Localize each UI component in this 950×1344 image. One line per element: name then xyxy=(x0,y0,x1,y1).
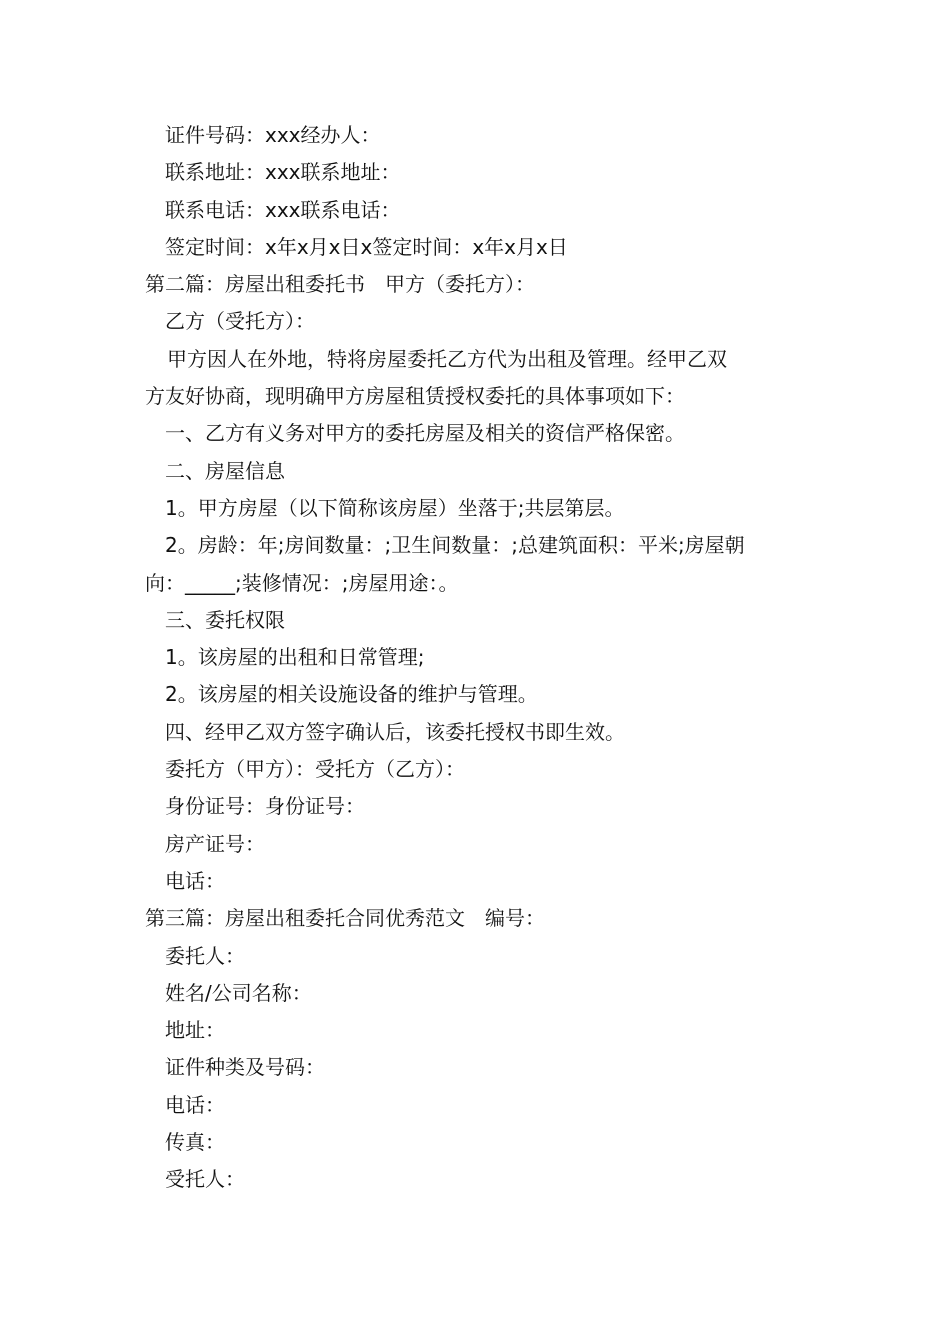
section-heading-3: 第三篇：房屋出租委托合同优秀范文 编号： xyxy=(145,906,545,931)
document-body xyxy=(145,117,810,1199)
paragraph-line: 甲方因人在外地，特将房屋委托乙方代为出租及管理。经甲乙双 xyxy=(167,346,727,371)
text-segment: 向： xyxy=(145,570,185,595)
text-line: 证件号码：xxx经办人： xyxy=(165,123,381,147)
paragraph-line: 方友好协商，现明确甲方房屋租赁授权委托的具体事项如下： xyxy=(145,384,685,409)
text-line: 地址： xyxy=(165,1018,225,1043)
text-line: 2。房龄：年;房间数量：;卫生间数量：;总建筑面积：平米;房屋朝 xyxy=(165,533,745,558)
text-line: 签定时间：x年x月x日x签定时间：x年x月x日 xyxy=(165,234,568,259)
text-line: 1。甲方房屋（以下简称该房屋）坐落于;共层第层。 xyxy=(165,495,625,520)
text-line: 电话： xyxy=(165,1092,225,1117)
text-line: 证件种类及号码： xyxy=(165,1055,325,1080)
text-line: 一、乙方有义务对甲方的委托房屋及相关的资信严格保密。 xyxy=(165,421,685,446)
text-line: 委托人： xyxy=(165,943,245,968)
text-line: 委托方（甲方）：受托方（乙方）： xyxy=(165,757,465,782)
text-line: 四、经甲乙双方签字确认后，该委托授权书即生效。 xyxy=(165,719,625,744)
text-line: 联系地址：xxx联系地址： xyxy=(165,160,401,185)
subheading: 三、委托权限 xyxy=(165,607,285,632)
text-line: 房产证号： xyxy=(165,831,265,856)
text-line xyxy=(145,565,810,602)
text-line: 传真： xyxy=(165,1130,225,1155)
text-line: 2。该房屋的相关设施设备的维护与管理。 xyxy=(165,682,538,707)
section-heading-2: 第二篇：房屋出租委托书 甲方（委托方）： xyxy=(145,272,535,297)
subheading: 二、房屋信息 xyxy=(165,458,285,483)
text-line: 1。该房屋的出租和日常管理; xyxy=(165,645,425,670)
text-line: 联系电话：xxx联系电话： xyxy=(165,197,401,222)
text-segment: ;装修情况：;房屋用途：。 xyxy=(235,570,459,595)
text-line: 受托人： xyxy=(165,1167,245,1192)
text-line: 电话： xyxy=(165,868,225,893)
text-line: 乙方（受托方）： xyxy=(165,309,315,334)
text-line: 姓名/公司名称： xyxy=(165,980,312,1005)
text-line: 身份证号：身份证号： xyxy=(165,794,365,819)
blank-field: _____ xyxy=(185,570,235,595)
